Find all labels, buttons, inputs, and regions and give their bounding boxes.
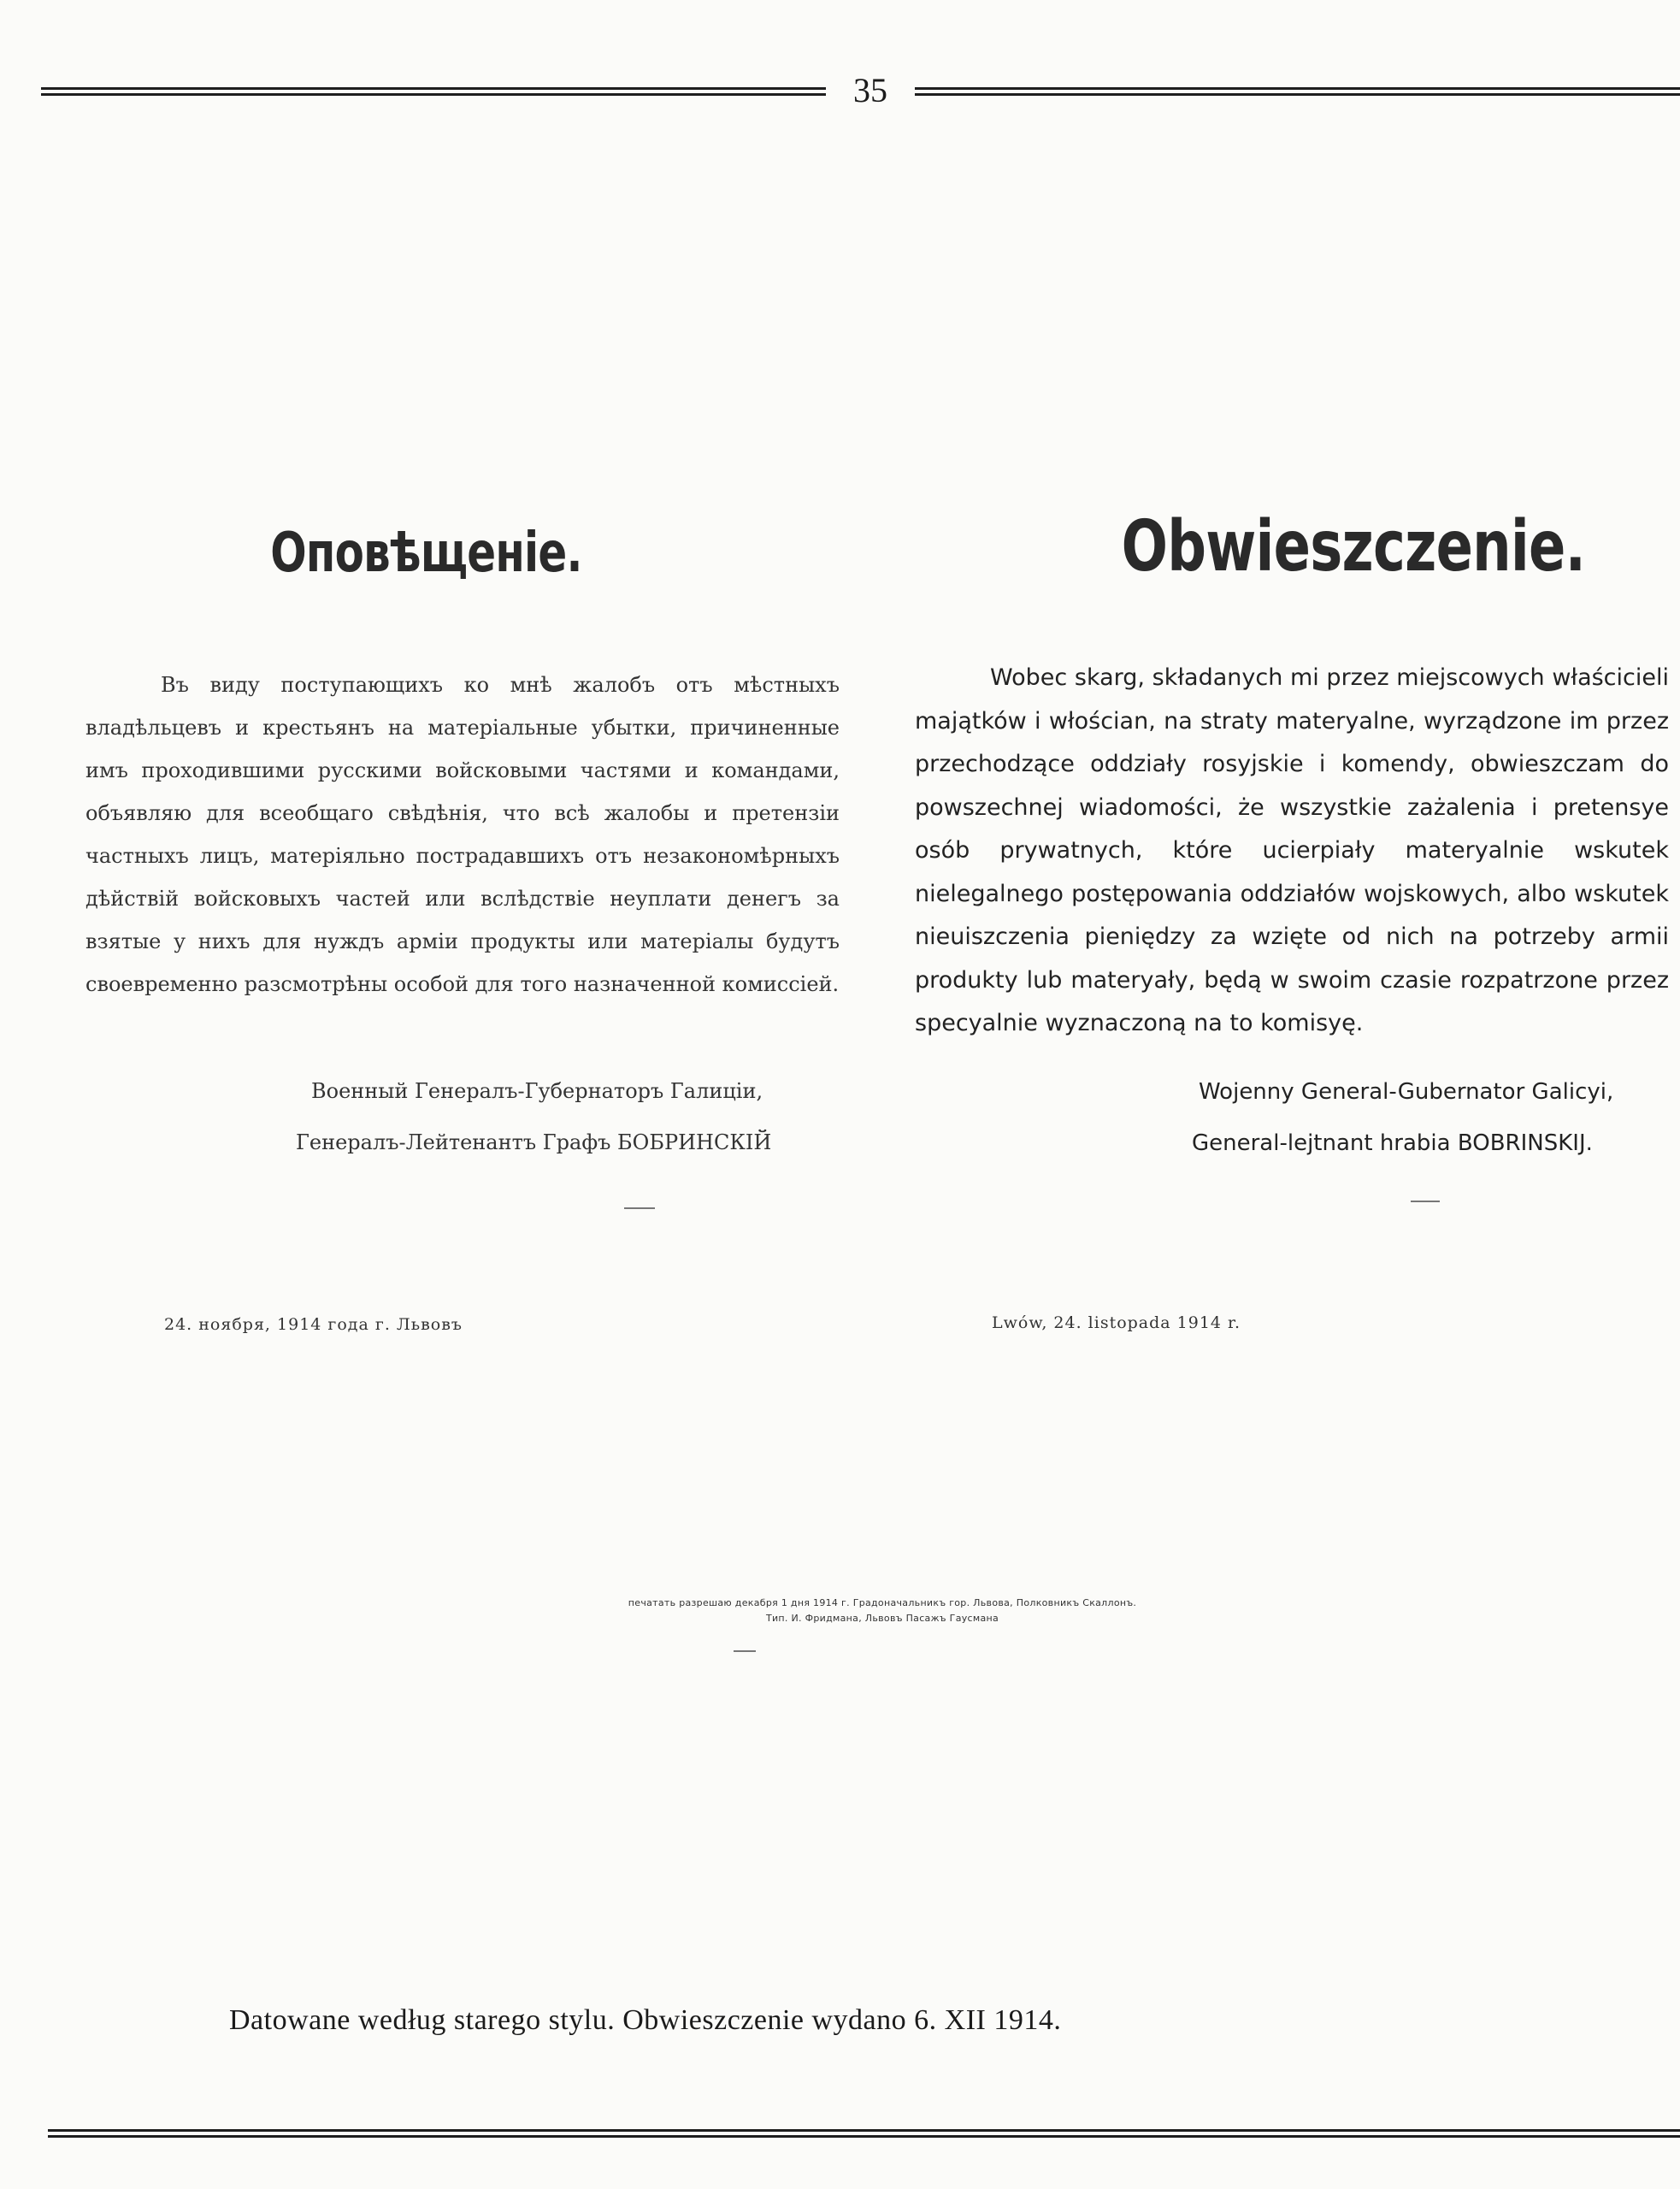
- imprint-line1: печатать разрешаю декабря 1 дня 1914 г. Градоначальникъ гор. Львова, Полковникъ Скаллонъ.: [628, 1597, 1137, 1608]
- russian-body: [85, 664, 840, 1006]
- russian-date: 24. ноября, 1914 года г. Львовъ: [164, 1315, 463, 1334]
- polish-signature-line2: General-lejtnant hrabia BOBRINSKIJ.: [1192, 1130, 1593, 1156]
- russian-signature-line1: Военный Генералъ-Губернаторъ Галиціи,: [311, 1079, 763, 1103]
- header-rule-right: [915, 87, 1680, 96]
- polish-body-text: Wobec skarg, składanych mi przez miejscowych właścicieli majątków i włościan, na straty materyalne, wyrządzone im przez przechodzące oddziały rosyjskie i komendy, obwieszczam do powszechnej wiadomości, że wszystkie zażalenia i pretensye osób prywatnych, które ucierpiały materyalnie wskutek nielegalnego postępowania oddziałów wojskowych, albo wskutek nieuiszczenia pieniędzy za wzięte od nich na potrzeby armii produkty lub materyały, będą w swoim czasie rozpatrzone przez specyalnie wyznaczoną na to komisyę.: [915, 664, 1669, 1036]
- page-number: 35: [853, 71, 887, 109]
- russian-signature-line2: Генералъ-Лейтенантъ Графъ БОБРИНСКІЙ: [296, 1130, 772, 1154]
- polish-body: [915, 657, 1669, 1046]
- imprint-line2: Тип. И. Фридмана, Львовъ Пасажъ Гаусмана: [765, 1613, 999, 1624]
- polish-date: Lwów, 24. listopada 1914 r.: [992, 1313, 1241, 1332]
- decorative-speck: [734, 1650, 756, 1652]
- footer-rule: [48, 2129, 1680, 2138]
- decorative-speck: [624, 1207, 655, 1209]
- polish-signature-line1: Wojenny General-Gubernator Galicyi,: [1199, 1079, 1614, 1105]
- decorative-speck: [1411, 1201, 1440, 1202]
- header-rule-left: [41, 87, 826, 96]
- russian-body-text: Въ виду поступающихъ ко мнѣ жалобъ отъ мѣстныхъ владѣльцевъ и крестьянъ на матеріальные убытки, причиненные имъ проходившими русскими войсковыми частями и командами, объявляю для всеобщаго свѣдѣнія, что всѣ жалобы и претензіи частныхъ лицъ, матеріяльно пострадавшихъ отъ незакономѣрныхъ дѣйствій войсковыхъ частей или вслѣдствіе неуплати денегъ за взятые у нихъ для нуждъ арміи продукты или матеріалы будутъ своевременно разсмотрѣны особой для того назначенной комиссіей.: [85, 673, 840, 996]
- footnote: Datowane według starego stylu. Obwieszczenie wydano 6. XII 1914.: [229, 2004, 1062, 2036]
- polish-title: Obwieszczenie.: [1121, 506, 1586, 587]
- russian-title: Оповѣщеніе.: [270, 522, 582, 585]
